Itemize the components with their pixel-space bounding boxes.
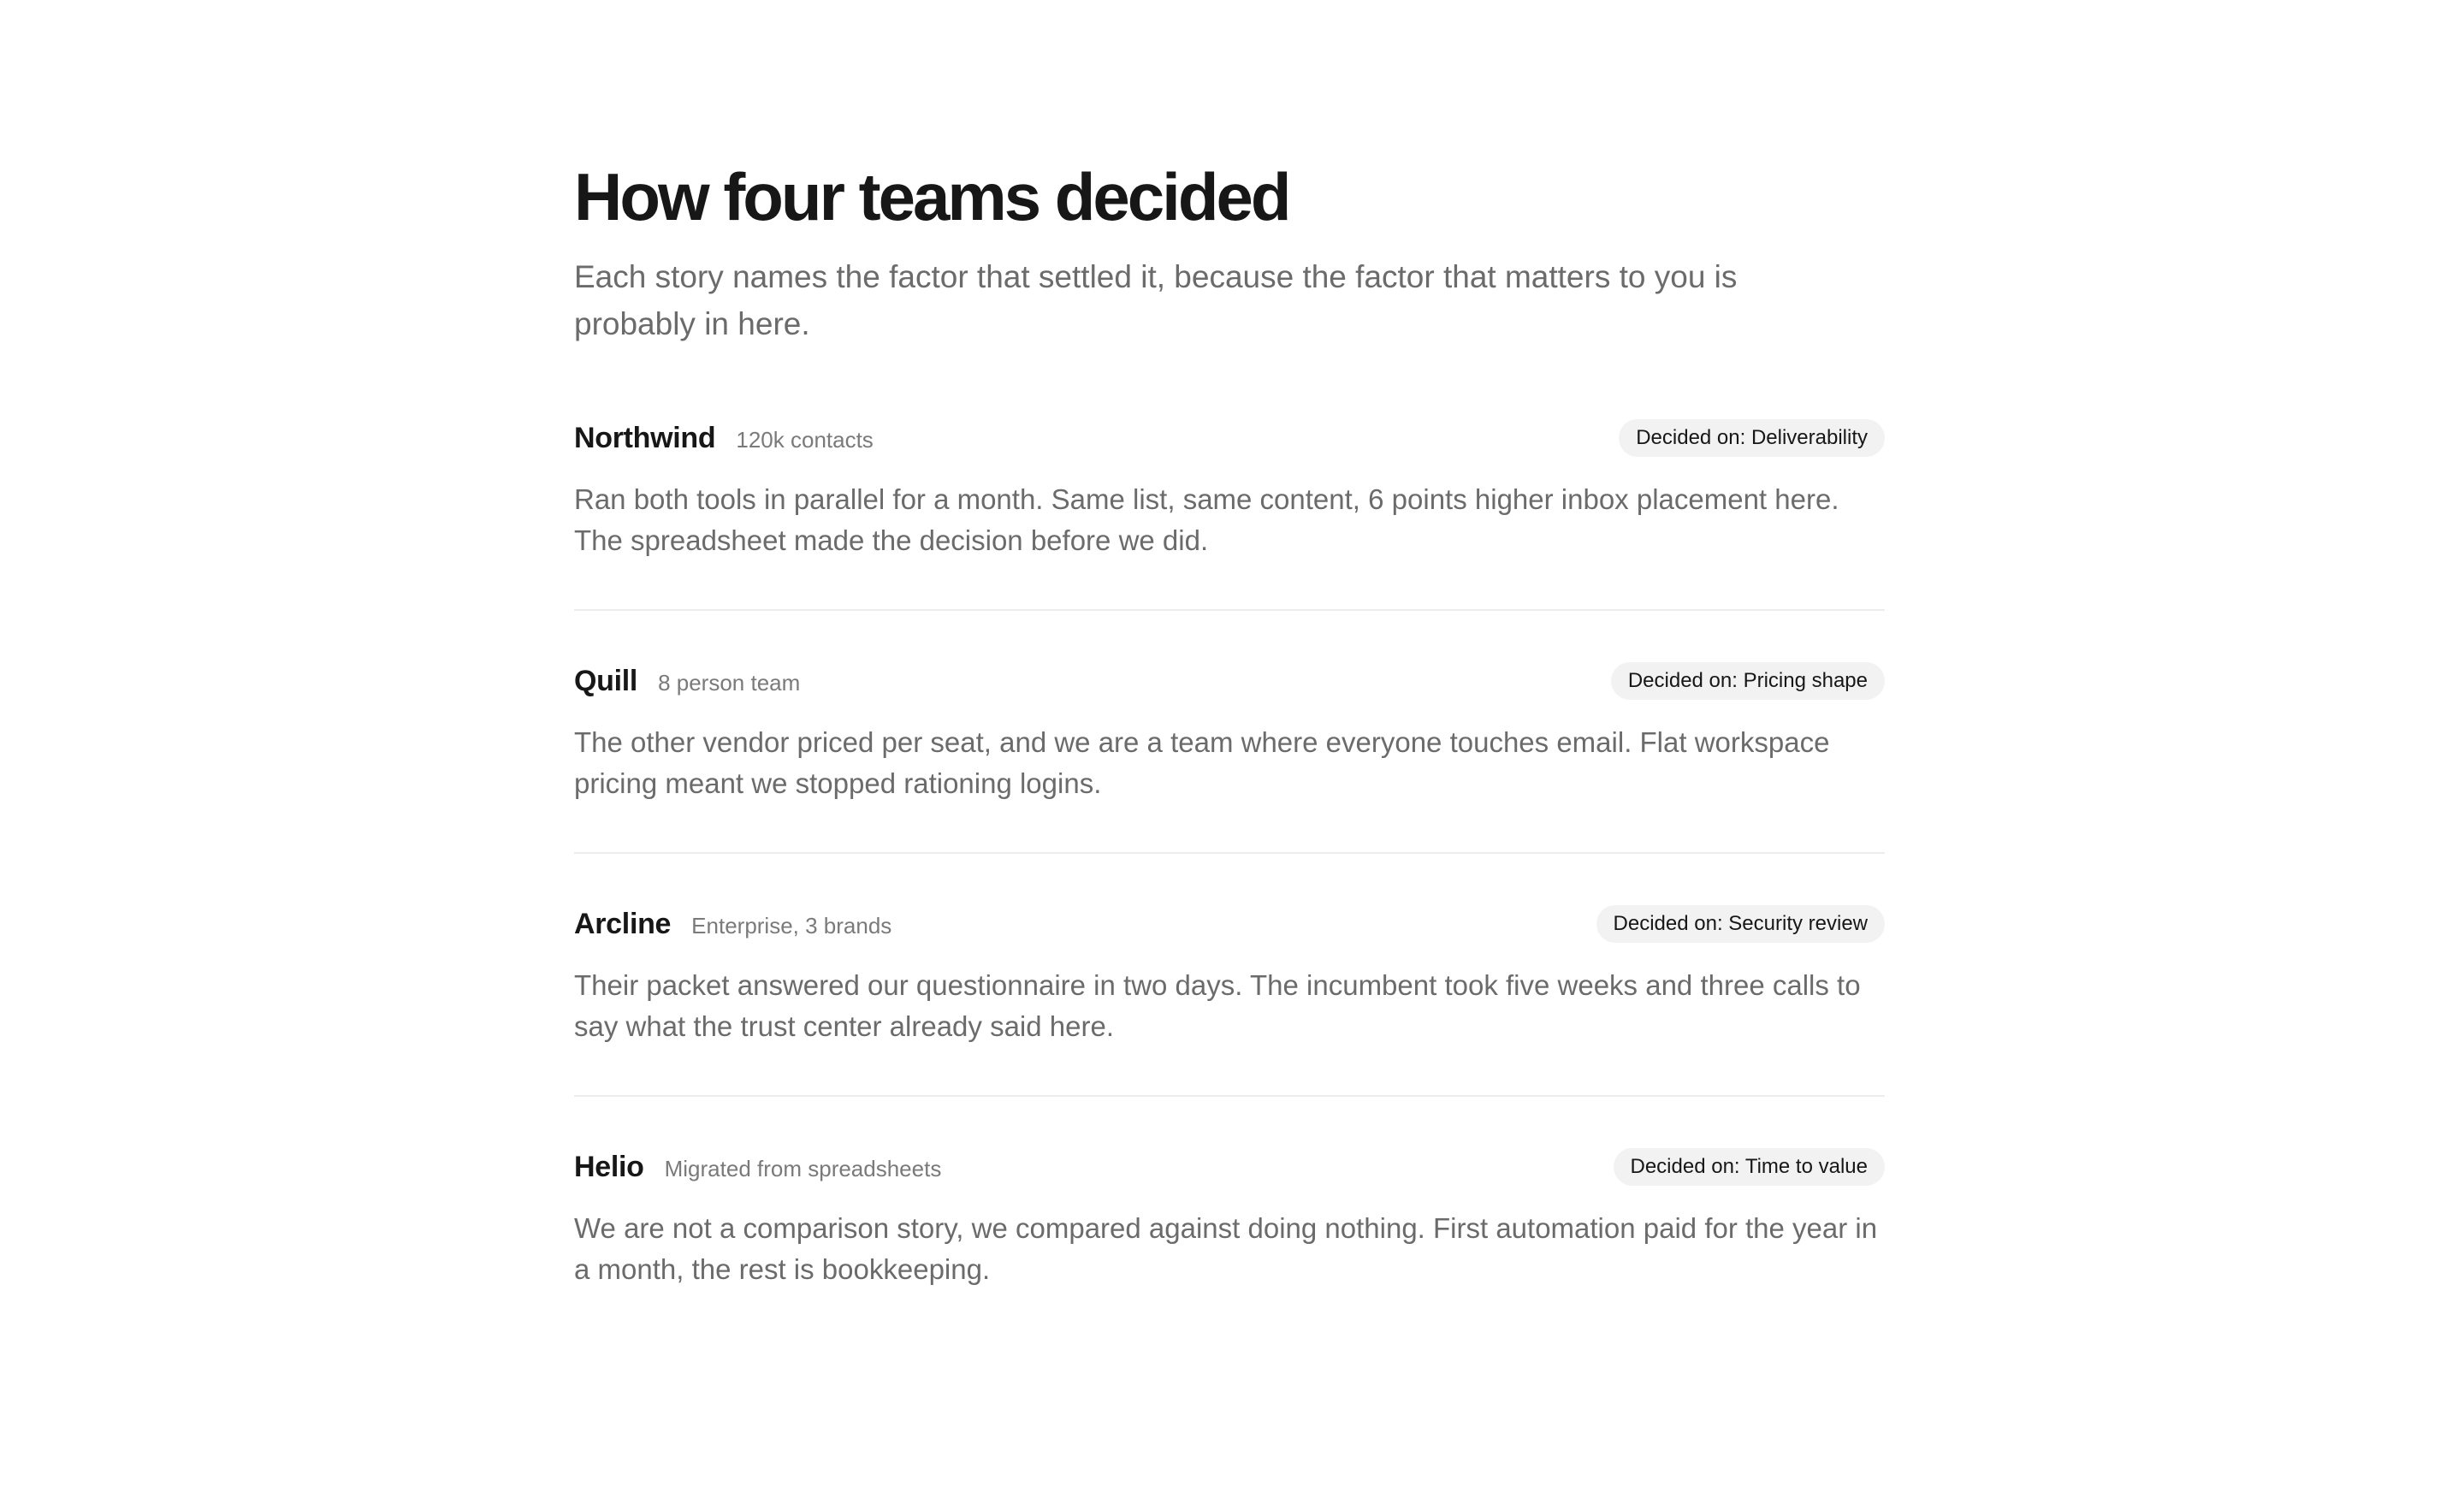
story-company-meta: Enterprise, 3 brands: [691, 912, 892, 939]
story-arcline: [574, 905, 1885, 1097]
story-identity: [574, 908, 891, 941]
story-quote: Ran both tools in parallel for a month. Same list, same content, 6 points higher inbox placement here. The spreadsheet made the decision before we did.: [574, 483, 1839, 556]
story-helio: [574, 1148, 1885, 1290]
decision-factor-badge: Decided on: Time to value: [1614, 1148, 1886, 1186]
story-company-name: Arcline: [574, 907, 672, 940]
decision-factor-badge: Decided on: Security review: [1596, 905, 1885, 943]
story-list: [574, 419, 1885, 1290]
story-identity: [574, 1151, 941, 1184]
story-header: [574, 662, 1885, 700]
story-quote: We are not a comparison story, we compared against doing nothing. First automation paid for the year in a month, the rest is bookkeeping.: [574, 1212, 1878, 1285]
story-identity: [574, 665, 800, 698]
story-header: [574, 905, 1885, 943]
story-company-name: Helio: [574, 1150, 644, 1183]
story-company-name: Quill: [574, 664, 638, 697]
story-quote: The other vendor priced per seat, and we are a team where everyone touches email. Flat workspace pricing meant we stopped rationing logins.: [574, 726, 1830, 799]
story-company-name: Northwind: [574, 421, 716, 454]
story-quote: Their packet answered our questionnaire in two days. The incumbent took five weeks and three calls to say what the trust center already said here.: [574, 969, 1861, 1042]
page-subtitle: Each story names the factor that settled it, because the factor that matters to you is probably in here.: [574, 259, 1738, 341]
story-quill: [574, 662, 1885, 854]
decision-factor-badge: Decided on: Deliverability: [1619, 419, 1885, 457]
story-identity: [574, 422, 874, 455]
story-company-meta: 8 person team: [658, 669, 801, 696]
story-header: [574, 419, 1885, 457]
story-company-meta: Migrated from spreadsheets: [664, 1155, 942, 1181]
main-content: [574, 156, 1885, 1290]
story-company-meta: 120k contacts: [736, 426, 874, 453]
story-northwind: [574, 419, 1885, 611]
decision-factor-badge: Decided on: Pricing shape: [1611, 662, 1885, 700]
story-header: [574, 1148, 1885, 1186]
page-title: How four teams decided: [574, 159, 1289, 234]
